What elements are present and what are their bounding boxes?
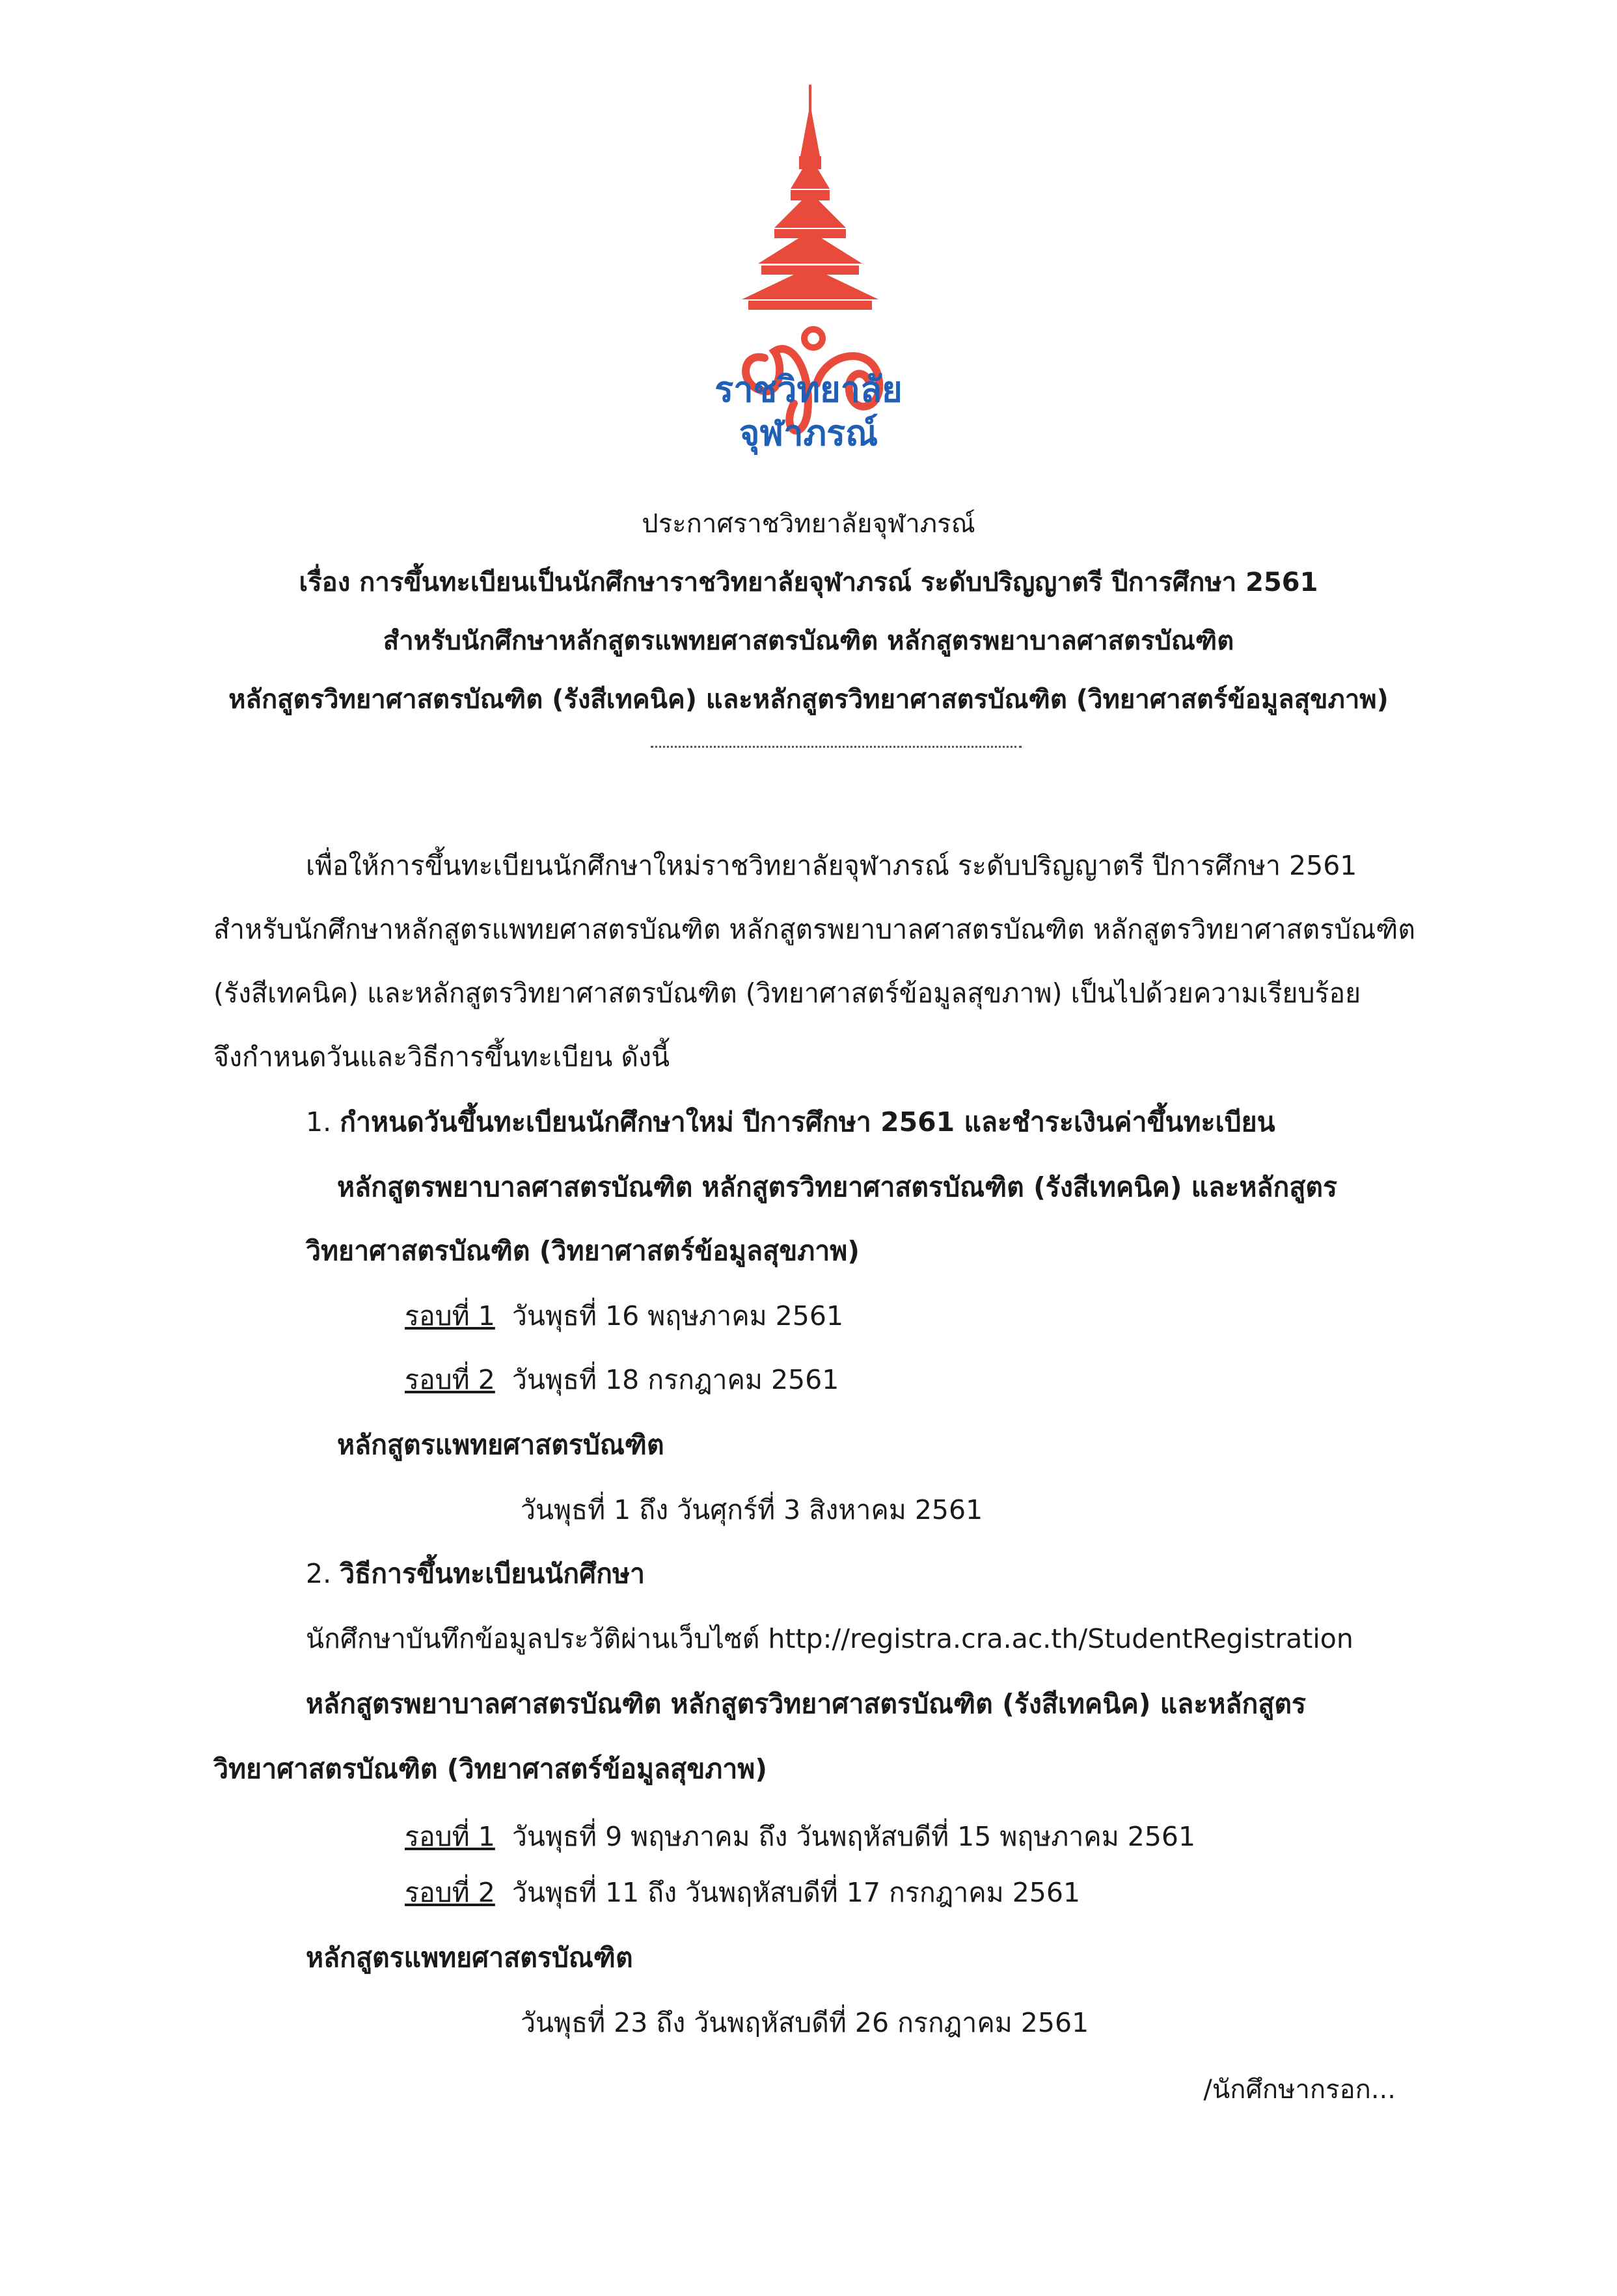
section1-programs-line2: วิทยาศาสตรบัณฑิต (วิทยาศาสตร์ข้อมูลสุขภาพ) [306,1235,860,1266]
section2-number: 2. [306,1558,332,1589]
round-date: วันพุธที่ 18 กรกฎาคม 2561 [511,1364,839,1395]
section1-heading-text: กำหนดวันขึ้นทะเบียนนักศึกษาใหม่ ปีการศึกษา 2561 และชำระเงินค่าขึ้นทะเบียน [340,1106,1275,1138]
section2-website-line: นักศึกษาบันทึกข้อมูลประวัติผ่านเว็บไซต์ http://registra.cra.ac.th/StudentRegistration [306,1623,1353,1654]
intro-line-2: สำหรับนักศึกษาหลักสูตรแพทยศาสตรบัณฑิต หลักสูตรพยาบาลศาสตรบัณฑิต หลักสูตรวิทยาศาสตรบัณฑิต [213,914,1416,945]
section2-heading-text: วิธีการขึ้นทะเบียนนักศึกษา [340,1558,645,1589]
section2-medicine-heading: หลักสูตรแพทยศาสตรบัณฑิต [306,1942,633,1973]
round-date: วันพุธที่ 16 พฤษภาคม 2561 [511,1300,844,1332]
section2-heading [306,1553,645,1595]
announcement-title: ประกาศราชวิทยาลัยจุฬาภรณ์ [642,509,975,539]
section1-medicine-date: วันพุธที่ 1 ถึง วันศุกร์ที่ 3 สิงหาคม 2561 [521,1494,983,1525]
announcement-programs-line2: หลักสูตรวิทยาศาสตรบัณฑิต (รังสีเทคนิค) และหลักสูตรวิทยาศาสตรบัณฑิต (วิทยาศาสตร์ข้อมูลสุขภาพ) [228,685,1389,715]
intro-line-3: (รังสีเทคนิค) และหลักสูตรวิทยาศาสตรบัณฑิต (วิทยาศาสตร์ข้อมูลสุขภาพ) เป็นไปด้วยความเรียบร้อย [213,977,1361,1009]
intro-line-4: จึงกำหนดวันและวิธีการขึ้นทะเบียน ดังนี้ [213,1041,670,1073]
round-label: รอบที่ 2 [405,1877,495,1908]
section2-round-2 [405,1872,1080,1914]
section1-heading [306,1101,1275,1143]
round-label: รอบที่ 2 [405,1364,495,1395]
round-label: รอบที่ 1 [405,1300,495,1332]
round-date: วันพุธที่ 9 พฤษภาคม ถึง วันพฤหัสบดีที่ 15 พฤษภาคม 2561 [511,1821,1196,1852]
section1-round-1 [405,1295,843,1337]
section1-number: 1. [306,1106,332,1138]
logo-text-line2: จุฬาภรณ์ [739,413,878,454]
section2-round-1 [405,1816,1195,1858]
section2-programs-line1: หลักสูตรพยาบาลศาสตรบัณฑิต หลักสูตรวิทยาศาสตรบัณฑิต (รังสีเทคนิค) และหลักสูตร [306,1688,1307,1719]
section2-programs-line2: วิทยาศาสตรบัณฑิต (วิทยาศาสตร์ข้อมูลสุขภาพ) [213,1753,768,1784]
header-divider [651,746,1022,748]
round-label: รอบที่ 1 [405,1821,495,1852]
section1-round-2 [405,1359,839,1401]
announcement-subject: เรื่อง การขึ้นทะเบียนเป็นนักศึกษาราชวิทยาลัยจุฬาภรณ์ ระดับปริญญาตรี ปีการศึกษา 2561 [299,567,1318,597]
section2-medicine-date: วันพุธที่ 23 ถึง วันพฤหัสบดีที่ 26 กรกฎาคม 2561 [521,2007,1089,2038]
section1-medicine-heading: หลักสูตรแพทยศาสตรบัณฑิต [337,1429,664,1460]
section1-programs-line1: หลักสูตรพยาบาลศาสตรบัณฑิต หลักสูตรวิทยาศาสตรบัณฑิต (รังสีเทคนิค) และหลักสูตร [337,1171,1338,1203]
round-date: วันพุธที่ 11 ถึง วันพฤหัสบดีที่ 17 กรกฎาคม 2561 [511,1877,1081,1908]
logo-text-line1: ราชวิทยาลัย [714,369,903,410]
intro-line-1: เพื่อให้การขึ้นทะเบียนนักศึกษาใหม่ราชวิทยาลัยจุฬาภรณ์ ระดับปริญญาตรี ปีการศึกษา 2561 [306,850,1357,881]
continued-marker: /นักศึกษากรอก... [1203,2075,1396,2105]
announcement-programs-line1: สำหรับนักศึกษาหลักสูตรแพทยศาสตรบัณฑิต หลักสูตรพยาบาลศาสตรบัณฑิต [383,626,1234,656]
